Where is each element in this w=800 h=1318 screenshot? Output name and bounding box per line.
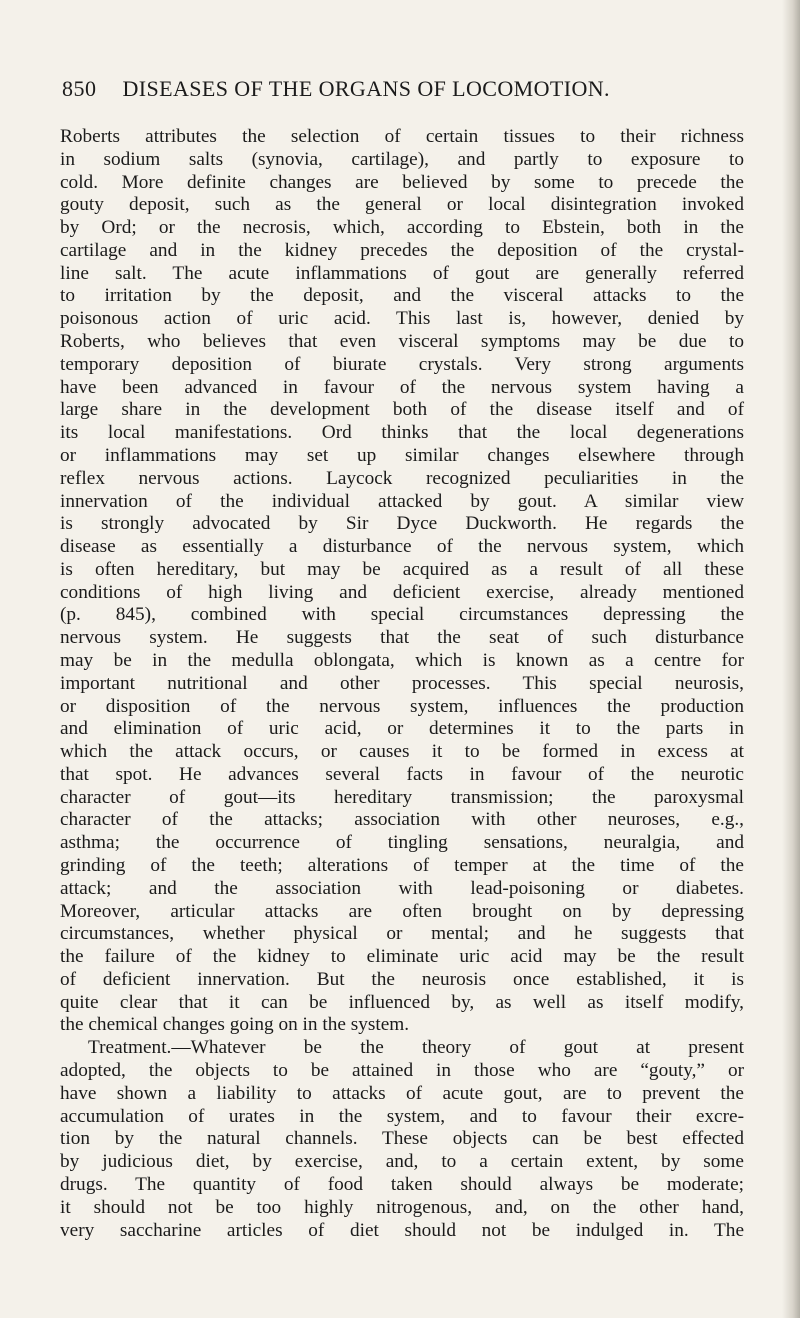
text-line: Roberts attributes the selection of certain tissues to their richness: [60, 126, 744, 147]
text-line: circumstances, whether physical or mental; and he suggests that: [60, 923, 744, 945]
text-line: have shown a liability to attacks of acute gout, are to prevent the: [60, 1082, 744, 1104]
text-line: (p. 845), combined with special circumstances depressing the: [60, 604, 744, 626]
running-title: DISEASES OF THE ORGANS OF LOCOMOTION.: [122, 76, 610, 101]
text-line: Roberts, who believes that even visceral symptoms may be due to: [60, 331, 744, 353]
text-line: reflex nervous actions. Laycock recognized peculiarities in the: [60, 467, 744, 489]
text-line: poisonous action of uric acid. This last is, however, denied by: [60, 308, 744, 330]
text-line: grinding of the teeth; alterations of temper at the time of the: [60, 855, 744, 876]
text-line: drugs. The quantity of food taken should always be moderate;: [60, 1173, 744, 1195]
text-line: accumulation of urates in the system, and to favour their excre-: [60, 1105, 744, 1127]
text-line: is strongly advocated by Sir Dyce Duckworth. He regards the: [60, 513, 744, 535]
text-line: that spot. He advances several facts in favour of the neurotic: [60, 763, 744, 785]
text-line: disease as essentially a disturbance of the nervous system, which: [60, 536, 744, 558]
text-line: attack; and the association with lead-poisoning or diabetes.: [60, 877, 744, 899]
text-line: very saccharine articles of diet should not be indulged in. The: [60, 1219, 744, 1241]
text-line: have been advanced in favour of the nervous system having a: [60, 376, 744, 398]
text-line: line salt. The acute inflammations of gout are generally referred: [60, 262, 744, 284]
text-line: large share in the development both of the disease itself and of: [60, 399, 744, 421]
text-line: innervation of the individual attacked by gout. A similar view: [60, 490, 744, 512]
text-line: character of gout—its hereditary transmission; the paroxysmal: [60, 786, 744, 808]
text-line: Treatment.—Whatever be the theory of gout at present: [88, 1037, 744, 1059]
text-line: and elimination of uric acid, or determines it to the parts in: [60, 718, 744, 740]
text-line: its local manifestations. Ord thinks that the local degenerations: [60, 422, 744, 444]
text-line: is often hereditary, but may be acquired as a result of all these: [60, 558, 744, 580]
text-line: by Ord; or the necrosis, which, according to Ebstein, both in the: [60, 217, 744, 239]
text-line: may be in the medulla oblongata, which is known as a centre for: [60, 649, 744, 671]
text-line: conditions of high living and deficient exercise, already mentioned: [60, 581, 744, 603]
text-line: in sodium salts (synovia, cartilage), and partly to exposure to: [60, 148, 744, 170]
text-line: nervous system. He suggests that the seat of such disturbance: [60, 627, 744, 649]
text-line: cold. More definite changes are believed by some to precede the: [60, 171, 744, 193]
text-line: which the attack occurs, or causes it to be formed in excess at: [60, 741, 744, 763]
page-edge-shadow: [782, 0, 800, 1318]
page-number: 850: [62, 76, 97, 101]
text-line: tion by the natural channels. These objects can be best effected: [60, 1128, 744, 1150]
text-line: the failure of the kidney to eliminate uric acid may be the result: [60, 946, 744, 968]
text-line: temporary deposition of biurate crystals. Very strong arguments: [60, 353, 744, 375]
text-line: to irritation by the deposit, and the visceral attacks to the: [60, 285, 744, 307]
text-line: it should not be too highly nitrogenous, and, on the other hand,: [60, 1196, 744, 1218]
text-line: or disposition of the nervous system, influences the production: [60, 695, 744, 717]
text-line: adopted, the objects to be attained in those who are “gouty,” or: [60, 1060, 744, 1082]
running-header: [62, 76, 702, 102]
text-line: asthma; the occurrence of tingling sensations, neuralgia, and: [60, 832, 744, 854]
text-line: Moreover, articular attacks are often brought on by depressing: [60, 900, 744, 922]
text-line: gouty deposit, such as the general or local disintegration invoked: [60, 194, 744, 216]
text-line: of deficient innervation. But the neurosis once established, it is: [60, 968, 744, 990]
text-line: cartilage and in the kidney precedes the deposition of the crystal-: [60, 239, 744, 261]
text-line: or inflammations may set up similar changes elsewhere through: [60, 444, 744, 466]
body-text: [60, 126, 744, 1242]
text-line: character of the attacks; association with other neuroses, e.g.,: [60, 809, 744, 831]
text-line: quite clear that it can be influenced by, as well as itself modify,: [60, 991, 744, 1013]
text-line: important nutritional and other processes. This special neurosis,: [60, 672, 744, 694]
text-line: by judicious diet, by exercise, and, to a certain extent, by some: [60, 1151, 744, 1173]
text-line: the chemical changes going on in the system.: [60, 1014, 410, 1036]
